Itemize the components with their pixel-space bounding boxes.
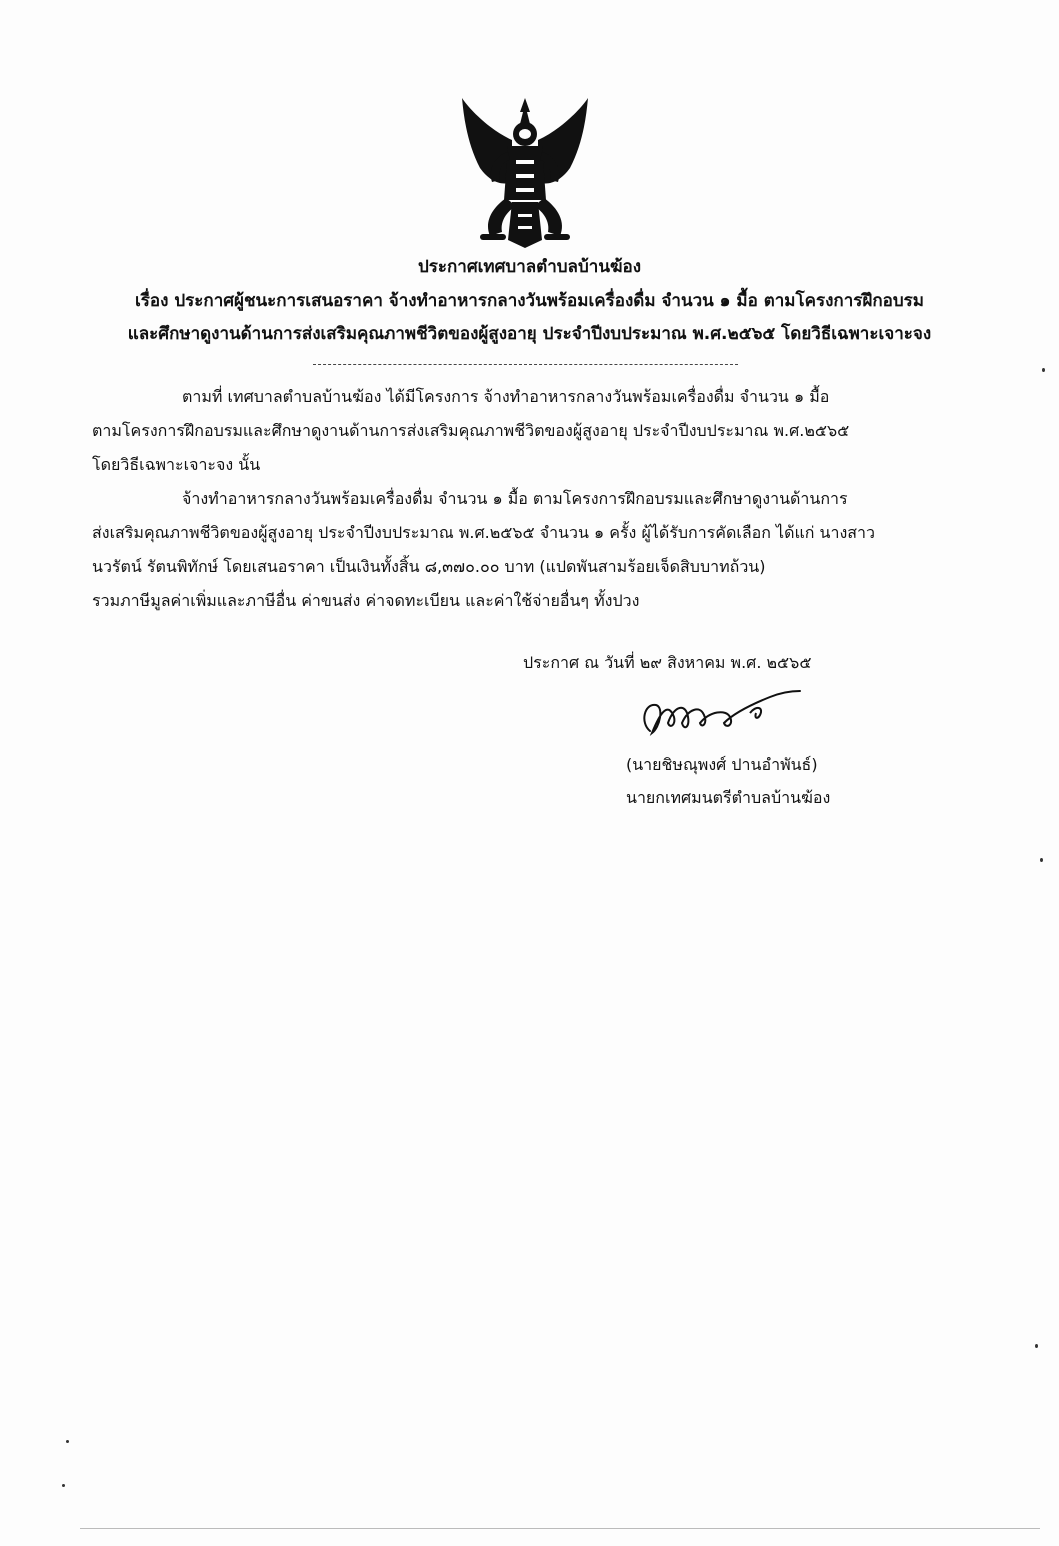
paragraph-1-line-1: ตามที่ เทศบาลตำบลบ้านฆ้อง ได้มีโครงการ จ้างทำอาหารกลางวันพร้อมเครื่องดื่ม จำนวน ๑ มื้อ [182, 387, 830, 406]
paragraph-2-line-1: จ้างทำอาหารกลางวันพร้อมเครื่องดื่ม จำนวน ๑ มื้อ ตามโครงการฝึกอบรมและศึกษาดูงานด้านการ [182, 489, 848, 508]
paragraph-2-line-4: รวมภาษีมูลค่าเพิ่มและภาษีอื่น ค่าขนส่ง ค่าจดทะเบียน และค่าใช้จ่ายอื่นๆ ทั้งปวง [92, 591, 640, 610]
signer-name: (นายชิษณุพงศ์ ปานอำพันธ์) [626, 755, 818, 774]
signer-title: นายกเทศมนตรีตำบลบ้านฆ้อง [626, 788, 831, 807]
page-bottom-edge [80, 1528, 1040, 1529]
document-subject-line-2: และศึกษาดูงานด้านการส่งเสริมคุณภาพชีวิตของผู้สูงอายุ ประจำปีงบประมาณ พ.ศ.๒๕๖๕ โดยวิธีเฉพาะเจาะจง [127, 324, 932, 344]
document-subject-line-1: เรื่อง ประกาศผู้ชนะการเสนอราคา จ้างทำอาหารกลางวันพร้อมเครื่องดื่ม จำนวน ๑ มื้อ ตามโครงการฝึกอบรม [134, 291, 924, 311]
scan-speck [62, 1484, 65, 1487]
scan-speck [1042, 368, 1045, 372]
paragraph-1-line-3: โดยวิธีเฉพาะเจาะจง นั้น [92, 455, 261, 474]
handwritten-signature-icon [630, 683, 810, 743]
scan-speck [1035, 1344, 1038, 1348]
scan-speck [1040, 858, 1043, 862]
paragraph-2-line-2: ส่งเสริมคุณภาพชีวิตของผู้สูงอายุ ประจำปีงบประมาณ พ.ศ.๒๕๖๕ จำนวน ๑ ครั้ง ผู้ได้รับการคัดเลือก ได้แก่ นางสาว [92, 523, 876, 542]
garuda-emblem-icon [450, 90, 600, 250]
announcement-date: ประกาศ ณ วันที่ ๒๙ สิงหาคม พ.ศ. ๒๕๖๕ [523, 653, 812, 672]
paragraph-1-line-2: ตามโครงการฝึกอบรมและศึกษาดูงานด้านการส่งเสริมคุณภาพชีวิตของผู้สูงอายุ ประจำปีงบประมาณ พ.ศ.๒๕๖๕ [92, 421, 850, 440]
document-office-title: ประกาศเทศบาลตำบลบ้านฆ้อง [417, 257, 642, 277]
title-divider [313, 364, 738, 365]
scan-speck [66, 1440, 69, 1443]
paragraph-2-line-3: นวรัตน์ รัตนพิทักษ์ โดยเสนอราคา เป็นเงินทั้งสิ้น ๘,๓๗๐.๐๐ บาท (แปดพันสามร้อยเจ็ดสิบบาทถ้วน) [92, 557, 766, 576]
